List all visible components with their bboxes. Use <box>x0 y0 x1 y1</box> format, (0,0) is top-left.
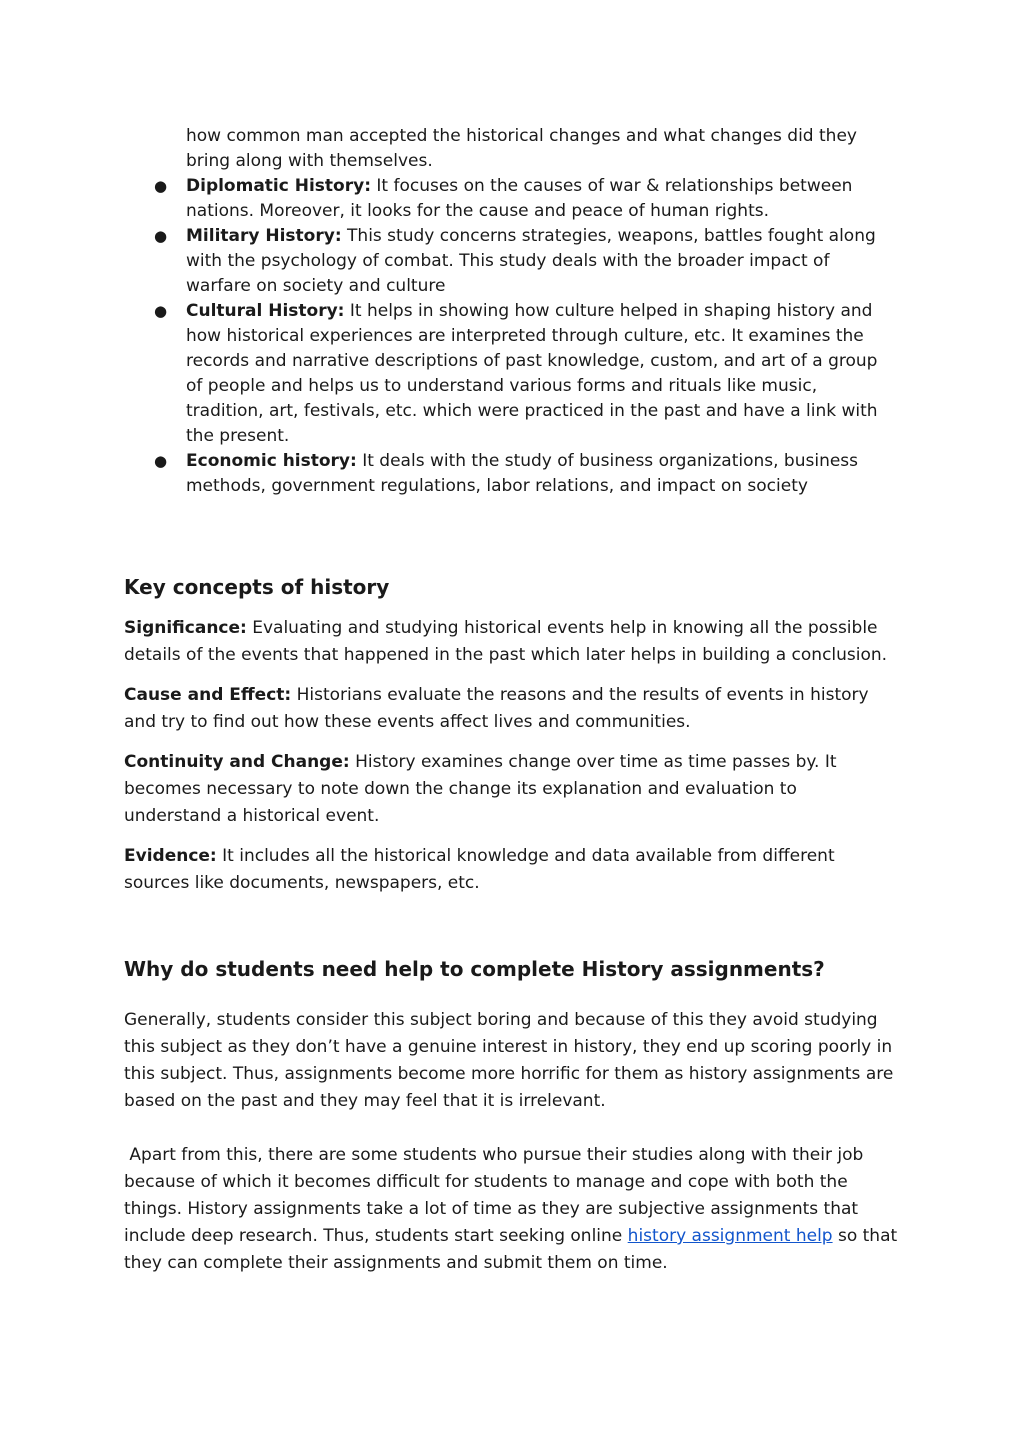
concept-paragraph <box>124 843 899 897</box>
list-item-term: Economic history: <box>186 451 357 471</box>
list-item-term: Cultural History: <box>186 301 345 321</box>
concept-paragraph <box>124 749 899 830</box>
list-item <box>124 449 899 499</box>
concept-paragraph <box>124 682 899 736</box>
bullet-icon: ● <box>154 177 168 195</box>
concept-term: Evidence: <box>124 846 217 866</box>
history-assignment-help-link[interactable]: history assignment help <box>627 1226 833 1246</box>
concept-text: It includes all the historical knowledge and data available from different sources like documents, newspapers, etc. <box>124 846 835 893</box>
list-item-text: It focuses on the causes of war & relationships between nations. Moreover, it looks for the cause and peace of human rights. <box>186 176 853 221</box>
list-item-text: It helps in showing how culture helped in shaping history and how historical experiences are interpreted through culture, etc. It examines the records and narrative descriptions of past knowledge, custom, and art of a group of people and helps us to understand various forms and rituals like music, tradition, art, festivals, etc. which were practiced in the past and have a link with the present. <box>186 301 878 446</box>
why-students-need-help-heading: Why do students need help to complete History assignments? <box>124 957 825 981</box>
bullet-icon: ● <box>154 302 168 320</box>
concept-text: Evaluating and studying historical events help in knowing all the possible details of the events that happened in the past which later helps in building a conclusion. <box>124 618 888 665</box>
why-paragraph-2-text-after: so that they can complete their assignments and submit them on time. <box>124 1226 903 1273</box>
concept-paragraph <box>124 615 899 669</box>
why-paragraph-2-text-before: Apart from this, there are some students who pursue their studies along with their job because of which it becomes difficult for students to manage and cope with both the things. History assignments take a lot of time as they are subjective assignments that include deep research. Thus, students start seeking online <box>124 1145 869 1246</box>
why-paragraph-2 <box>124 1142 903 1277</box>
concept-term: Cause and Effect: <box>124 685 292 705</box>
list-item <box>124 299 899 449</box>
list-item <box>124 224 899 299</box>
bullet-continuation-text: how common man accepted the historical changes and what changes did they bring along with themselves. <box>186 126 857 171</box>
list-item-text: It deals with the study of business organizations, business methods, government regulations, labor relations, and impact on society <box>186 451 859 496</box>
concept-term: Significance: <box>124 618 247 638</box>
list-item <box>124 174 899 224</box>
list-item-term: Diplomatic History: <box>186 176 371 196</box>
bullet-icon: ● <box>154 227 168 245</box>
why-paragraph-1: Generally, students consider this subject boring and because of this they avoid studying this subject as they don’t have a genuine interest in history, they end up scoring poorly in this subject. Thus, assignments become more horrific for them as history assignments are based on the past and they may feel that it is irrelevant. <box>124 1010 894 1111</box>
list-item-term: Military History: <box>186 226 342 246</box>
list-item-text: This study concerns strategies, weapons, battles fought along with the psychology of combat. This study deals with the broader impact of warfare on society and culture <box>186 226 876 296</box>
bullet-icon: ● <box>154 452 168 470</box>
concept-text: History examines change over time as time passes by. It becomes necessary to note down the change its explanation and evaluation to understand a historical event. <box>124 752 837 826</box>
key-concepts-heading: Key concepts of history <box>124 575 390 599</box>
history-types-list <box>124 174 899 499</box>
concept-text: Historians evaluate the reasons and the results of events in history and try to find out how these events affect lives and communities. <box>124 685 869 732</box>
document-page <box>124 124 903 1304</box>
concept-term: Continuity and Change: <box>124 752 350 772</box>
